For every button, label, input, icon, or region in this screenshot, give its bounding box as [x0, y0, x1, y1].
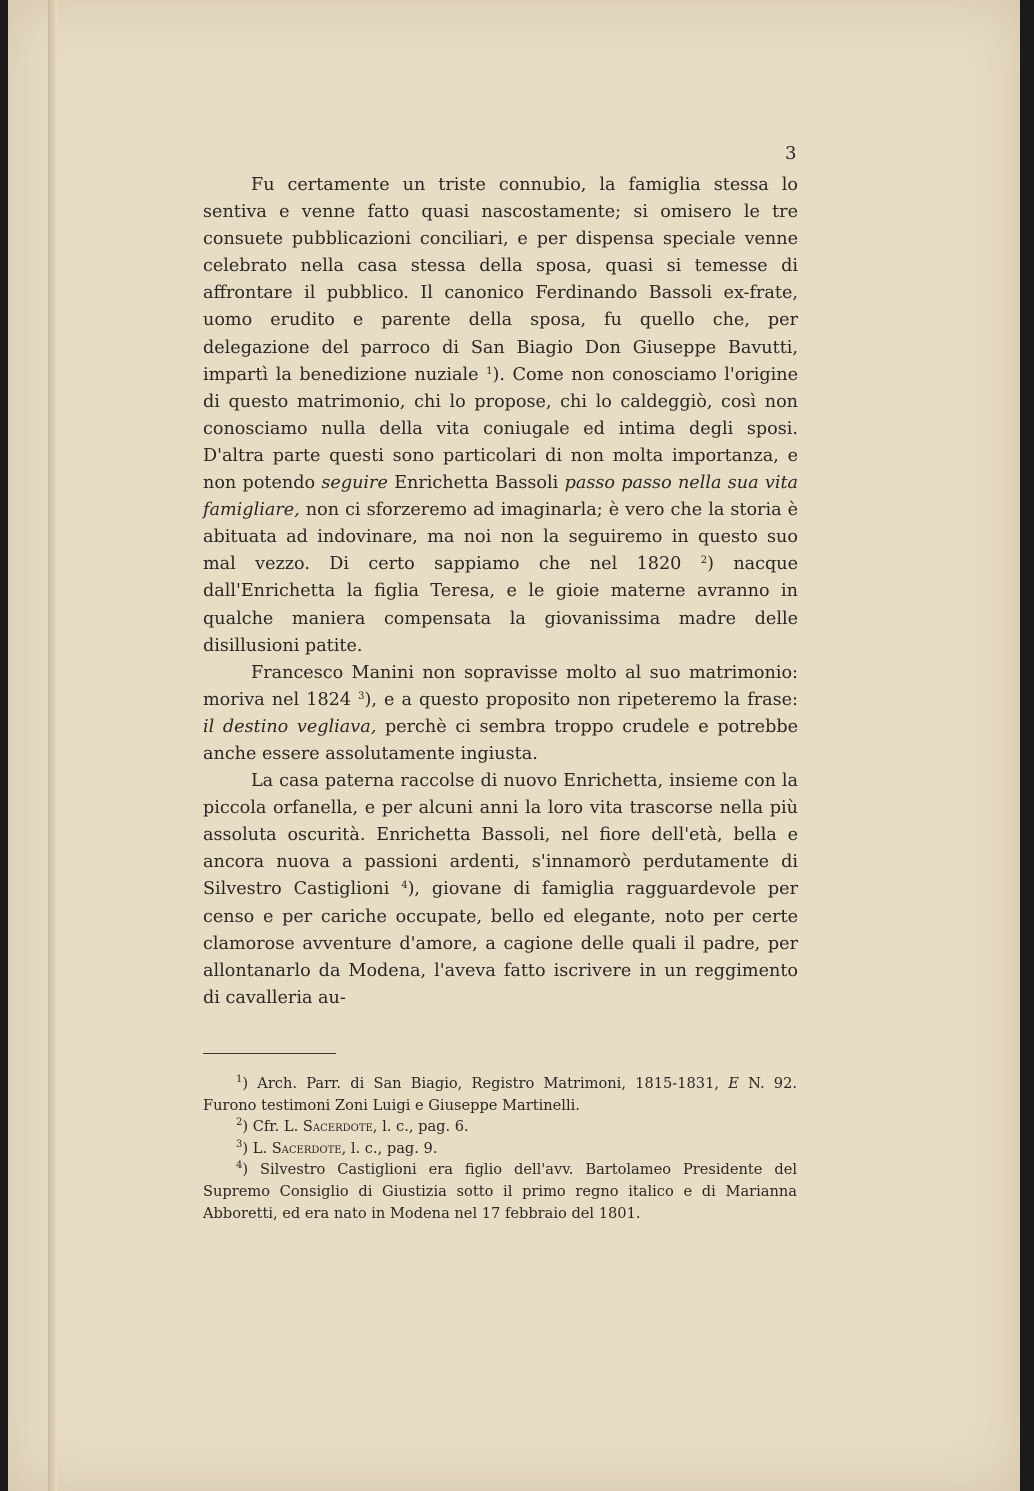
footnote-separator: [203, 1053, 336, 1054]
paragraph-3: La casa paterna raccolse di nuovo Enrichetta, insieme con la piccola orfanella, e per alcuni anni la loro vita trascorse nella più assoluta oscurità. Enrichetta Bassoli, nel fiore dell'età, bella e ancora nuova a passioni ardenti, s'innamorò perdutamente di Silvestro Castiglioni $^4$), giovane di famiglia ragguardevole per censo e per cariche occupate, bello ed elegante, noto per certe clamorose avventure d'amore, a cagione delle quali il padre, per allontanarlo da Modena, l'aveva fatto iscrivere in un reggimento di cavalleria au-: [203, 771, 799, 1008]
paragraph-2: Francesco Manini non sopravisse molto al suo matrimonio: moriva nel 1824 $^3$), e a questo proposito non ripeteremo la frase: il destino vegliava, perchè ci sembra troppo crudele e potrebbe anche essere assolutamente ingiusta.: [203, 662, 799, 764]
footnotes: [203, 1073, 797, 1224]
paragraph-1: Fu certamente un triste connubio, la famiglia stessa lo sentiva e venne fatto quasi nascostamente; si omisero le tre consuete pubblicazioni conciliari, e per dispensa speciale venne celebrato nella casa stessa della sposa, quasi si temesse di affrontare il pubblico. Il canonico Ferdinando Bassoli ex-frate, uomo erudito e parente della sposa, fu quello che, per delegazione del parroco di San Biagio Don Giuseppe Bavutti, impartì la benedizione nuziale $^1$). Come non conosciamo l'origine di questo matrimonio, chi lo propose, chi lo caldeggiò, così non conosciamo nulla della vita coniugale ed intima degli sposi. D'altra parte questi sono particolari di non molta importanza, e non potendo seguire Enrichetta Bassoli passo passo nella sua vita famigliare, non ci sforzeremo ad imaginarla; è vero che la storia è abituata ad indovinare, ma noi non la seguiremo in questo suo mal vezzo. Di certo sappiamo che nel 1820 $^2$) nacque dall'Enrichetta la figlia Teresa, e le gioie materne avranno in qualche maniera compensata la giovanissima madre delle disillusioni patite.: [203, 175, 799, 656]
footnote-4: $^4$) Silvestro Castiglioni era figlio dell'avv. Bartolameo Presidente del Supremo Consiglio di Giustizia sotto il primo regno italico e di Marianna Abboretti, ed era nato in Modena nel 17 febbraio del 1801.: [203, 1160, 797, 1222]
footnote-1: $^1$) Arch. Parr. di San Biagio, Registro Matrimoni, 1815-1831, E N. 92. Furono testimoni Zoni Luigi e Giuseppe Martinelli.: [203, 1074, 798, 1114]
body-text: [203, 172, 798, 1012]
footnote-ref-3: 3: [358, 690, 365, 702]
footnote-ref-2: 2: [700, 555, 708, 567]
footnote-ref-4: 4: [401, 880, 408, 892]
footnote-2: $^2$) Cfr. L. Sacerdote, l. c., pag. 6.: [236, 1117, 469, 1136]
page-number: 3: [785, 143, 797, 164]
footnote-ref-1: 1: [486, 365, 493, 377]
page-binding-edge: [48, 0, 57, 1491]
footnote-3: $^3$) L. Sacerdote, l. c., pag. 9.: [236, 1138, 438, 1157]
